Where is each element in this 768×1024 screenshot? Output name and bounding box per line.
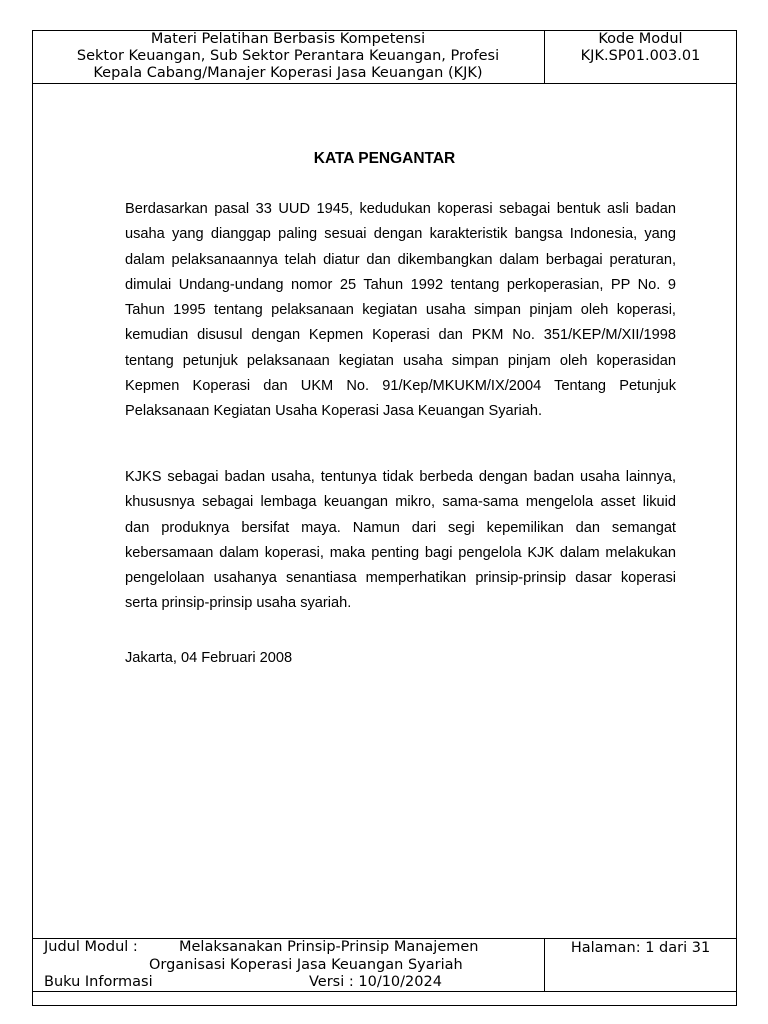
- judul-line-2: Organisasi Koperasi Jasa Keuangan Syariah: [149, 957, 463, 973]
- footer-module-info: [32, 939, 545, 991]
- page-header: [32, 30, 737, 84]
- judul-line-1: Melaksanakan Prinsip-Prinsip Manajemen: [179, 939, 479, 955]
- versi-label: Versi : 10/10/2024: [309, 974, 442, 990]
- buku-label: Buku Informasi: [44, 974, 153, 990]
- header-module-code: [545, 30, 736, 84]
- footer-page-number: [545, 939, 736, 992]
- module-code-value: KJK.SP01.003.01: [580, 48, 701, 64]
- halaman-label: Halaman: 1 dari 31: [570, 940, 711, 956]
- date-container: [125, 646, 676, 671]
- page-title: KATA PENGANTAR: [313, 150, 456, 167]
- header-line-1: Materi Pelatihan Berbasis Kompetensi: [150, 31, 426, 47]
- paragraph-1-container: [125, 197, 676, 425]
- header-line-2: Sektor Keuangan, Sub Sektor Perantara Keuangan, Profesi: [76, 48, 500, 64]
- paragraph-2-container: [125, 465, 676, 617]
- page-footer: [32, 938, 737, 992]
- header-line-3: Kepala Cabang/Manajer Koperasi Jasa Keuangan (KJK): [93, 65, 483, 81]
- module-code-label: Kode Modul: [598, 31, 683, 47]
- date-line: Jakarta, 04 Februari 2008: [125, 650, 293, 666]
- header-module-info: [32, 30, 545, 83]
- paragraph-1: Berdasarkan pasal 33 UUD 1945, kedudukan koperasi sebagai bentuk asli badan usaha yang dianggap paling sesuai dengan karakteristik bangsa Indonesia, yang dalam pelaksanaannya telah diatur dan dikembangkan dalam berbagai peraturan, dimulai Undang-undang nomor 25 Tahun 1992 tentang perkoperasian, PP No. 9 Tahun 1995 tentang pelaksanaan kegiatan usaha simpan pinjam oleh koperasi, kemudian disusul dengan Kepmen Koperasi dan PKM No. 351/KEP/M/XII/1998 tentang petunjuk pelaksanaan kegiatan usaha simpan pinjam oleh koperasidan Kepmen Koperasi dan UKM No. 91/Kep/MKUKM/IX/2004 Tentang Petunjuk Pelaksanaan Kegiatan Usaha Koperasi Jasa Keuangan Syariah.: [125, 201, 676, 420]
- judul-label: Judul Modul :: [44, 939, 138, 955]
- paragraph-2: KJKS sebagai badan usaha, tentunya tidak berbeda dengan badan usaha lainnya, khususnya sebagai lembaga keuangan mikro, sama-sama mengelola asset likuid dan produknya bersifat maya. Namun dari segi kepemilikan dan semangat kebersamaan dalam koperasi, maka penting bagi pengelola KJK dalam melakukan pengelolaan usahanya senantiasa memperhatikan prinsip-prinsip dasar koperasi serta prinsip-prinsip usaha syariah.: [125, 469, 676, 612]
